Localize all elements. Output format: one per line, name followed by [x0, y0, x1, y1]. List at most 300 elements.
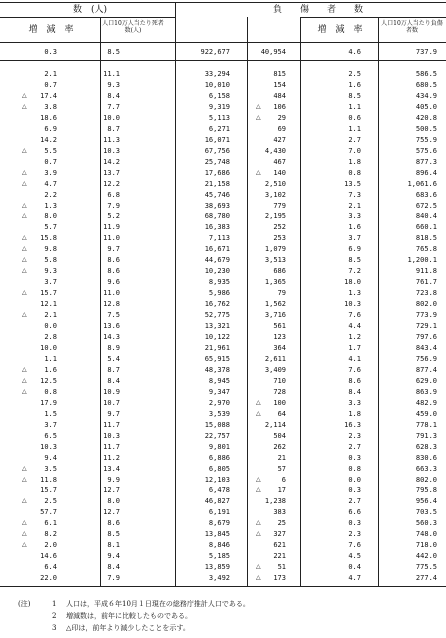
injured-count-cell: 15,088 [204, 420, 230, 429]
rate-dead-cell: 9.3 [44, 267, 57, 276]
rate-dead-cell: 0.3 [44, 48, 57, 56]
per100k-injured-cell: 778.1 [415, 420, 437, 429]
footnote-line [18, 610, 250, 622]
rate-injured-cell: 4.6 [348, 48, 361, 56]
rate-dead-cell: 0.8 [44, 387, 57, 396]
table-row [0, 421, 446, 430]
injured-count-cell: 16,383 [204, 223, 230, 232]
rate-injured-cell: 1.7 [348, 344, 361, 352]
injured-change-cell: 51 [277, 563, 286, 572]
injured-change-cell: 504 [273, 431, 286, 440]
injured-change-cell: 123 [273, 333, 286, 342]
per100k-injured-cell: 277.4 [415, 574, 437, 583]
per100k-injured-cell: 500.5 [415, 124, 437, 133]
decrease-triangle-icon: △ [22, 289, 27, 297]
rate-dead-cell: 15.8 [40, 234, 57, 243]
injured-count-cell: 21,158 [204, 179, 230, 188]
per100k-injured-cell: 843.4 [415, 344, 437, 352]
table-row [0, 530, 446, 539]
decrease-triangle-icon: △ [256, 563, 261, 571]
table-row [0, 202, 446, 211]
injured-change-cell: 3,513 [264, 256, 286, 265]
per100k-dead-cell: 10.3 [103, 146, 120, 155]
per100k-injured-cell: 756.9 [415, 354, 437, 363]
table-row [0, 158, 446, 167]
rate-injured-cell: 0.6 [348, 113, 361, 122]
rate-dead-cell: 18.6 [40, 113, 57, 122]
header-injured-group: 負 傷 者 数 [272, 5, 363, 15]
header-bottom-rule [0, 42, 446, 43]
rate-dead-cell: 14.2 [40, 135, 57, 144]
rate-injured-cell: 1.6 [348, 80, 361, 89]
injured-count-cell: 16,671 [204, 245, 230, 254]
decrease-triangle-icon: △ [22, 256, 27, 264]
table-row [0, 541, 446, 550]
per100k-injured-cell: 797.6 [415, 333, 437, 342]
per100k-dead-cell: 9.6 [107, 278, 120, 287]
rate-dead-cell: 2.5 [44, 497, 57, 506]
decrease-triangle-icon: △ [256, 519, 261, 527]
injured-change-cell: 29 [277, 113, 286, 122]
per100k-dead-cell: 10.3 [103, 431, 120, 440]
rate-injured-cell: 1.8 [348, 157, 361, 166]
injured-change-cell: 621 [273, 541, 286, 550]
injured-count-cell: 13,845 [204, 530, 230, 539]
per100k-dead-cell: 10.7 [103, 398, 120, 407]
per100k-dead-cell: 11.7 [103, 442, 120, 451]
per100k-injured-cell: 680.5 [415, 80, 437, 89]
table-row [0, 114, 446, 123]
rate-injured-cell: 2.1 [348, 201, 361, 210]
footnote-number: 2 [52, 612, 57, 620]
injured-change-cell: 383 [273, 508, 286, 517]
per100k-injured-cell: 863.9 [415, 387, 437, 396]
per100k-injured-cell: 628.3 [415, 442, 437, 451]
injured-count-cell: 25,748 [204, 157, 230, 166]
table-row [0, 180, 446, 189]
injured-change-cell: 262 [273, 442, 286, 451]
rate-injured-cell: 4.1 [348, 354, 361, 363]
per100k-dead-cell: 9.3 [107, 80, 120, 89]
per100k-dead-cell: 12.8 [103, 300, 120, 309]
injured-count-cell: 9,801 [208, 442, 230, 451]
table-row [0, 552, 446, 561]
rate-injured-cell: 6.6 [348, 508, 361, 517]
per100k-dead-cell: 7.7 [107, 102, 120, 111]
decrease-triangle-icon: △ [22, 376, 27, 384]
per100k-dead-cell: 8.9 [107, 344, 120, 352]
injured-count-cell: 46,827 [204, 497, 230, 506]
injured-change-cell: 140 [273, 168, 286, 177]
rate-injured-cell: 0.8 [348, 464, 361, 473]
table-row [0, 136, 446, 145]
per100k-injured-cell: 586.5 [415, 70, 437, 78]
rate-injured-cell: 1.1 [348, 124, 361, 133]
injured-count-cell: 13,859 [204, 563, 230, 572]
table-row [0, 377, 446, 386]
injured-change-cell: 779 [273, 201, 286, 210]
rate-dead-cell: 17.9 [40, 398, 57, 407]
per100k-dead-cell: 14.2 [103, 157, 120, 166]
injured-change-cell: 484 [273, 91, 286, 100]
total-row-rule [0, 60, 446, 61]
per100k-dead-cell: 8.6 [107, 519, 120, 528]
rate-injured-cell: 3.7 [348, 234, 361, 243]
footnote-line [18, 598, 250, 610]
per100k-dead-cell: 7.5 [107, 311, 120, 320]
footnote-number: 3 [52, 624, 57, 632]
rate-injured-cell: 2.5 [348, 70, 361, 78]
per100k-injured-cell: 795.8 [415, 486, 437, 495]
decrease-triangle-icon: △ [22, 519, 27, 527]
table-row [0, 92, 446, 101]
injured-change-cell: 561 [273, 322, 286, 331]
table-row [0, 245, 446, 254]
rate-dead-cell: 57.7 [40, 508, 57, 517]
rate-injured-cell: 6.9 [348, 245, 361, 254]
injured-change-cell: 69 [277, 124, 286, 133]
rate-dead-cell: 3.7 [44, 278, 57, 287]
table-row [0, 344, 446, 353]
rate-injured-cell: 7.0 [348, 146, 361, 155]
decrease-triangle-icon: △ [22, 530, 27, 538]
footnote-text: 人口は，平成６年10月１日現在の総務庁推計人口である。 [66, 600, 250, 608]
per100k-dead-cell: 8.1 [107, 541, 120, 550]
rate-dead-cell: 0.7 [44, 157, 57, 166]
injured-change-cell: 25 [277, 519, 286, 528]
injured-change-cell: 815 [273, 70, 286, 78]
per100k-dead-cell: 13.4 [103, 464, 120, 473]
per100k-injured-cell: 773.9 [415, 311, 437, 320]
rate-dead-cell: 1.1 [44, 354, 57, 363]
table-bottom-rule [0, 586, 446, 587]
rate-injured-cell: 2.3 [348, 530, 361, 539]
rate-dead-cell: 8.0 [44, 212, 57, 221]
decrease-triangle-icon: △ [22, 267, 27, 275]
rate-dead-cell: 5.5 [44, 146, 57, 155]
rate-dead-cell: 22.0 [40, 574, 57, 583]
injured-change-cell: 79 [277, 289, 286, 298]
decrease-triangle-icon: △ [22, 201, 27, 209]
rate-dead-cell: 17.4 [40, 91, 57, 100]
decrease-triangle-icon: △ [22, 168, 27, 176]
footnote-number: 1 [52, 600, 57, 608]
injured-change-cell: 64 [277, 409, 286, 418]
rate-injured-cell: 3.3 [348, 398, 361, 407]
per100k-injured-cell: 663.3 [415, 464, 437, 473]
injured-change-cell: 2,114 [264, 420, 286, 429]
per100k-dead-cell: 12.7 [103, 486, 120, 495]
decrease-triangle-icon: △ [22, 234, 27, 242]
injured-change-cell: 154 [273, 80, 286, 89]
injured-change-cell: 3,102 [264, 190, 286, 199]
footnote-line [18, 622, 250, 634]
decrease-triangle-icon: △ [22, 464, 27, 472]
table-row [0, 388, 446, 397]
injured-change-cell: 686 [273, 267, 286, 276]
rate-injured-cell: 3.3 [348, 212, 361, 221]
injured-count-cell: 44,679 [204, 256, 230, 265]
table-row [0, 191, 446, 200]
injured-count-cell: 12,103 [204, 475, 230, 484]
table-row [0, 278, 446, 287]
table-top-rule [0, 2, 446, 3]
rate-injured-cell: 0.3 [348, 453, 361, 462]
injured-count-cell: 10,230 [204, 267, 230, 276]
rate-dead-cell: 6.5 [44, 431, 57, 440]
decrease-triangle-icon: △ [22, 146, 27, 154]
injured-count-cell: 65,915 [204, 354, 230, 363]
per100k-injured-cell: 1,061.6 [407, 179, 437, 188]
decrease-triangle-icon: △ [22, 541, 27, 549]
injured-count-cell: 6,271 [208, 124, 230, 133]
per100k-dead-cell: 8.4 [107, 91, 120, 100]
per100k-injured-cell: 442.0 [415, 552, 437, 561]
decrease-triangle-icon: △ [22, 102, 27, 110]
rate-injured-cell: 0.3 [348, 486, 361, 495]
injured-change-cell: 40,954 [260, 48, 286, 56]
per100k-dead-cell: 11.0 [103, 234, 120, 243]
rate-dead-cell: 2.0 [44, 541, 57, 550]
injured-count-cell: 67,756 [204, 146, 230, 155]
injured-count-cell: 3,492 [208, 574, 230, 583]
injured-change-cell: 173 [273, 574, 286, 583]
injured-count-cell: 48,378 [204, 365, 230, 374]
table-row [0, 48, 446, 57]
per100k-dead-cell: 9.4 [107, 552, 120, 561]
per100k-injured-cell: 775.5 [415, 563, 437, 572]
injured-change-cell: 2,195 [264, 212, 286, 221]
per100k-dead-cell: 10.9 [103, 387, 120, 396]
per100k-dead-cell: 8.5 [107, 48, 120, 56]
decrease-triangle-icon: △ [256, 168, 261, 176]
injured-count-cell: 16,762 [204, 300, 230, 309]
per100k-injured-cell: 420.8 [415, 113, 437, 122]
rate-dead-cell: 3.9 [44, 168, 57, 177]
per100k-injured-cell: 755.9 [415, 135, 437, 144]
decrease-triangle-icon: △ [22, 475, 27, 483]
rate-dead-cell: 3.5 [44, 464, 57, 473]
rate-dead-cell: 14.6 [40, 552, 57, 561]
table-row [0, 410, 446, 419]
table-row [0, 432, 446, 441]
rate-injured-cell: 0.3 [348, 519, 361, 528]
per100k-dead-cell: 5.4 [107, 354, 120, 363]
decrease-triangle-icon: △ [256, 475, 261, 483]
rate-dead-cell: 12.1 [40, 300, 57, 309]
table-row [0, 70, 446, 79]
injured-count-cell: 6,158 [208, 91, 230, 100]
rate-injured-cell: 16.3 [344, 420, 361, 429]
rate-injured-cell: 0.0 [348, 475, 361, 484]
rate-injured-cell: 0.8 [348, 168, 361, 177]
rate-injured-cell: 7.2 [348, 267, 361, 276]
per100k-dead-cell: 12.7 [103, 508, 120, 517]
rate-dead-cell: 0.0 [44, 322, 57, 331]
per100k-dead-cell: 13.7 [103, 168, 120, 177]
per100k-injured-cell: 840.4 [415, 212, 437, 221]
rate-injured-cell: 8.4 [348, 387, 361, 396]
rate-injured-cell: 0.4 [348, 563, 361, 572]
footnote-mark: (注) [18, 600, 31, 608]
per100k-injured-cell: 718.0 [415, 541, 437, 550]
injured-change-cell: 710 [273, 376, 286, 385]
decrease-triangle-icon: △ [256, 398, 261, 406]
per100k-injured-cell: 672.5 [415, 201, 437, 210]
per100k-injured-cell: 459.0 [415, 409, 437, 418]
decrease-triangle-icon: △ [22, 387, 27, 395]
per100k-dead-cell: 8.7 [107, 365, 120, 374]
injured-count-cell: 5,113 [208, 113, 230, 122]
rate-dead-cell: 15.7 [40, 486, 57, 495]
per100k-injured-cell: 956.4 [415, 497, 437, 506]
injured-count-cell: 9,347 [208, 387, 230, 396]
per100k-dead-cell: 8.4 [107, 376, 120, 385]
decrease-triangle-icon: △ [22, 497, 27, 505]
per100k-dead-cell: 14.3 [103, 333, 120, 342]
per100k-injured-cell: 1,200.1 [407, 256, 437, 265]
per100k-dead-cell: 6.8 [107, 190, 120, 199]
injured-count-cell: 9,319 [208, 102, 230, 111]
rate-injured-cell: 2.3 [348, 431, 361, 440]
rate-injured-cell: 1.3 [348, 289, 361, 298]
header-rate-injured: 増 減 率 [317, 25, 363, 35]
header-dead-group: 数 (人) [72, 5, 108, 15]
decrease-triangle-icon: △ [22, 179, 27, 187]
per100k-dead-cell: 11.3 [103, 135, 120, 144]
rate-injured-cell: 7.6 [348, 311, 361, 320]
per100k-injured-cell: 729.1 [415, 322, 437, 331]
footnote-mark [18, 622, 52, 634]
injured-change-cell: 17 [277, 486, 286, 495]
rate-dead-cell: 15.7 [40, 289, 57, 298]
table-row [0, 103, 446, 112]
table-row [0, 333, 446, 342]
table-row [0, 476, 446, 485]
rate-dead-cell: 1.3 [44, 201, 57, 210]
rate-injured-cell: 7.6 [348, 541, 361, 550]
injured-change-cell: 6 [281, 475, 286, 484]
injured-count-cell: 6,886 [208, 453, 230, 462]
rate-dead-cell: 1.5 [44, 409, 57, 418]
table-row [0, 497, 446, 506]
per100k-dead-cell: 11.7 [103, 420, 120, 429]
rate-dead-cell: 1.6 [44, 365, 57, 374]
rate-dead-cell: 0.7 [44, 80, 57, 89]
per100k-dead-cell: 7.9 [107, 201, 120, 210]
injured-count-cell: 52,775 [204, 311, 230, 320]
decrease-triangle-icon: △ [22, 311, 27, 319]
per100k-injured-cell: 737.9 [415, 48, 437, 56]
rate-injured-cell: 1.8 [348, 409, 361, 418]
header-per100k-injured: 人口10万人当たり負傷者数 [381, 20, 443, 34]
table-row [0, 267, 446, 276]
table-row [0, 223, 446, 232]
injured-count-cell: 68,780 [204, 212, 230, 221]
injured-count-cell: 21,961 [204, 344, 230, 352]
header-mid-rule [0, 17, 175, 18]
rate-dead-cell: 2.1 [44, 311, 57, 320]
injured-count-cell: 5,185 [208, 552, 230, 561]
table-row [0, 311, 446, 320]
injured-count-cell: 17,686 [204, 168, 230, 177]
rate-dead-cell: 2.2 [44, 190, 57, 199]
per100k-injured-cell: 405.0 [415, 102, 437, 111]
per100k-injured-cell: 683.6 [415, 190, 437, 199]
table-row [0, 366, 446, 375]
decrease-triangle-icon: △ [256, 113, 261, 121]
injured-change-cell: 3,716 [264, 311, 286, 320]
injured-change-cell: 467 [273, 157, 286, 166]
per100k-dead-cell: 9.9 [107, 475, 120, 484]
injured-count-cell: 8,945 [208, 376, 230, 385]
rate-injured-cell: 18.0 [344, 278, 361, 287]
injured-count-cell: 8,846 [208, 541, 230, 550]
table-row [0, 234, 446, 243]
rate-injured-cell: 4.4 [348, 322, 361, 331]
injured-change-cell: 21 [277, 453, 286, 462]
header-per100k-dead: 人口10万人当たり死者数(人) [102, 20, 164, 34]
per100k-dead-cell: 8.6 [107, 267, 120, 276]
rate-dead-cell: 10.0 [40, 344, 57, 352]
per100k-dead-cell: 11.1 [103, 70, 120, 78]
table-row [0, 519, 446, 528]
per100k-injured-cell: 765.8 [415, 245, 437, 254]
per100k-injured-cell: 434.9 [415, 91, 437, 100]
table-row [0, 508, 446, 517]
injured-change-cell: 427 [273, 135, 286, 144]
injured-change-cell: 327 [273, 530, 286, 539]
rate-dead-cell: 3.7 [44, 420, 57, 429]
injured-count-cell: 3,539 [208, 409, 230, 418]
per100k-dead-cell: 9.7 [107, 245, 120, 254]
injured-count-cell: 33,294 [204, 70, 230, 78]
table-row [0, 486, 446, 495]
rate-dead-cell: 2.1 [44, 70, 57, 78]
injured-count-cell: 922,677 [200, 48, 230, 56]
per100k-dead-cell: 7.9 [107, 574, 120, 583]
per100k-injured-cell: 830.6 [415, 453, 437, 462]
table-row [0, 125, 446, 134]
injured-count-cell: 8,679 [208, 519, 230, 528]
injured-change-cell: 106 [273, 102, 286, 111]
injured-count-cell: 8,935 [208, 278, 230, 287]
table-row [0, 399, 446, 408]
per100k-injured-cell: 748.0 [415, 530, 437, 539]
injured-count-cell: 22,757 [204, 431, 230, 440]
rate-injured-cell: 13.5 [344, 179, 361, 188]
decrease-triangle-icon: △ [256, 409, 261, 417]
per100k-injured-cell: 911.8 [415, 267, 437, 276]
per100k-dead-cell: 5.2 [107, 212, 120, 221]
rate-injured-cell: 2.7 [348, 497, 361, 506]
rate-dead-cell: 4.7 [44, 179, 57, 188]
injured-count-cell: 16,071 [204, 135, 230, 144]
rate-dead-cell: 6.1 [44, 519, 57, 528]
injured-change-cell: 57 [277, 464, 286, 473]
per100k-injured-cell: 877.3 [415, 157, 437, 166]
table-row [0, 355, 446, 364]
rate-injured-cell: 1.2 [348, 333, 361, 342]
rate-injured-cell: 7.6 [348, 365, 361, 374]
per100k-dead-cell: 8.5 [107, 530, 120, 539]
injured-change-cell: 253 [273, 234, 286, 243]
injured-change-cell: 1,562 [264, 300, 286, 309]
injured-change-cell: 100 [273, 398, 286, 407]
per100k-dead-cell: 8.0 [107, 497, 120, 506]
rate-injured-cell: 8.5 [348, 91, 361, 100]
per100k-injured-cell: 482.9 [415, 398, 437, 407]
